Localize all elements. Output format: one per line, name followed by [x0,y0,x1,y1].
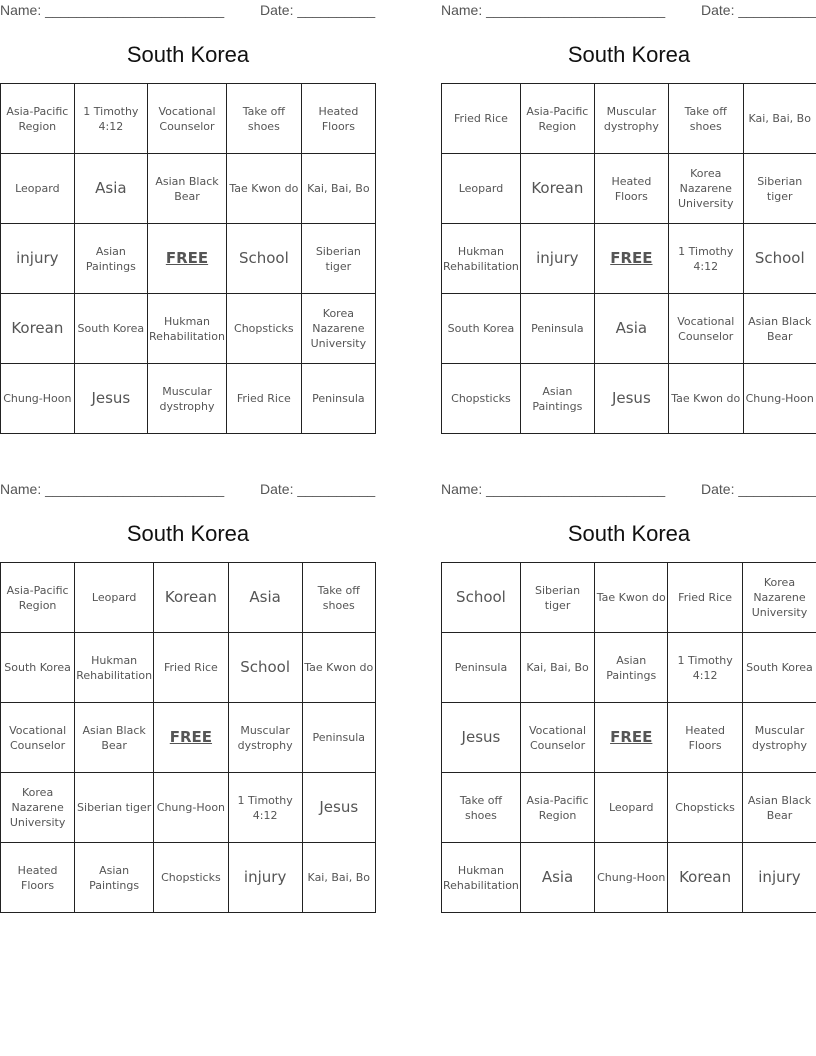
grid-row [442,364,816,434]
grid-row [442,563,816,633]
bingo-cell: Korea Nazarene University [301,294,375,364]
bingo-cell: Muscular dystrophy [228,703,302,773]
bingo-cell: Chopsticks [226,294,301,364]
bingo-cell: South Korea [742,633,816,703]
bingo-cell: Asia [74,154,147,224]
bingo-grid [0,562,376,913]
grid-row [1,84,376,154]
card-header [441,0,816,22]
bingo-cell: Korea Nazarene University [668,154,743,224]
bingo-cell: Asian Black Bear [75,703,154,773]
bingo-cell: injury [228,843,302,913]
bingo-cell: Asia [520,843,594,913]
date-field-label: Date: __________ [260,481,376,497]
bingo-cell: Asian Paintings [75,843,154,913]
bingo-cell: Siberian tiger [743,154,816,224]
free-space: FREE [148,224,227,294]
bingo-cell: Korean [154,563,229,633]
bingo-cell: Chopsticks [668,773,743,843]
bingo-cell: Asian Black Bear [148,154,227,224]
bingo-grid [0,83,376,434]
bingo-cell: Tae Kwon do [595,563,668,633]
bingo-cell: Asia-Pacific Region [520,84,594,154]
bingo-cell: Korean [668,843,743,913]
date-field-label: Date: __________ [260,2,376,18]
bingo-cell: School [228,633,302,703]
bingo-cell: Vocational Counselor [1,703,75,773]
grid-row [1,773,376,843]
bingo-cell: Muscular dystrophy [594,84,668,154]
free-space: FREE [595,703,668,773]
bingo-cell: Asia-Pacific Region [520,773,594,843]
bingo-cell: School [226,224,301,294]
bingo-cell: Jesus [442,703,521,773]
bingo-cell: Jesus [74,364,147,434]
grid-row [442,224,816,294]
bingo-cell: Asian Paintings [520,364,594,434]
bingo-cell: Chung-Hoon [1,364,75,434]
grid-row [442,84,816,154]
bingo-cell: Chopsticks [442,364,521,434]
name-field-label: Name: _______________________ [441,481,666,497]
card-title: South Korea [567,42,691,67]
bingo-cell: Jesus [302,773,375,843]
bingo-cell: Leopard [75,563,154,633]
bingo-cell: Vocational Counselor [148,84,227,154]
bingo-grid [441,83,816,434]
bingo-cell: Kai, Bai, Bo [743,84,816,154]
grid-row [1,224,376,294]
grid-row [1,364,376,434]
bingo-cell: 1 Timothy 4:12 [74,84,147,154]
bingo-cell: Fried Rice [154,633,229,703]
grid-row [442,294,816,364]
bingo-cell: Take off shoes [302,563,375,633]
bingo-cell: Korean [1,294,75,364]
bingo-cell: Muscular dystrophy [148,364,227,434]
bingo-cell: Siberian tiger [301,224,375,294]
card-header [441,479,816,501]
bingo-cell: Take off shoes [226,84,301,154]
bingo-cell: Peninsula [442,633,521,703]
bingo-cell: Asian Paintings [74,224,147,294]
bingo-cell: Muscular dystrophy [742,703,816,773]
bingo-cell: Kai, Bai, Bo [301,154,375,224]
bingo-cell: Peninsula [302,703,375,773]
card-header [0,0,376,22]
free-space: FREE [594,224,668,294]
bingo-cell: Chopsticks [154,843,229,913]
date-field-label: Date: __________ [701,481,816,497]
bingo-cell: Asia [594,294,668,364]
name-field-label: Name: _______________________ [0,481,225,497]
bingo-cell: Korea Nazarene University [742,563,816,633]
bingo-cell: Asian Paintings [595,633,668,703]
bingo-cell: Tae Kwon do [668,364,743,434]
bingo-cell: Leopard [1,154,75,224]
bingo-grid [441,562,816,913]
bingo-card-3 [0,479,376,915]
grid-row [1,294,376,364]
bingo-card-4 [441,479,816,915]
bingo-cell: 1 Timothy 4:12 [668,224,743,294]
bingo-cell: School [743,224,816,294]
bingo-cell: Vocational Counselor [668,294,743,364]
grid-row [442,703,816,773]
bingo-cell: Tae Kwon do [302,633,375,703]
bingo-cell: South Korea [442,294,521,364]
bingo-cell: Heated Floors [594,154,668,224]
bingo-cell: Heated Floors [1,843,75,913]
bingo-cell: Korean [520,154,594,224]
bingo-cell: injury [520,224,594,294]
bingo-cell: School [442,563,521,633]
name-field-label: Name: _______________________ [441,2,666,18]
grid-row [1,843,376,913]
bingo-cell: injury [1,224,75,294]
bingo-cell: Kai, Bai, Bo [520,633,594,703]
bingo-cell: Asian Black Bear [742,773,816,843]
bingo-cell: Asia-Pacific Region [1,563,75,633]
bingo-cell: Chung-Hoon [154,773,229,843]
bingo-cell: Asian Black Bear [743,294,816,364]
grid-row [1,633,376,703]
bingo-cell: Chung-Hoon [595,843,668,913]
bingo-cell: Peninsula [520,294,594,364]
grid-row [442,843,816,913]
bingo-cell: Fried Rice [442,84,521,154]
bingo-cell: Leopard [595,773,668,843]
bingo-cell: Heated Floors [668,703,743,773]
bingo-cell: Vocational Counselor [520,703,594,773]
bingo-cell: Siberian tiger [520,563,594,633]
grid-row [1,154,376,224]
bingo-cell: Asia-Pacific Region [1,84,75,154]
bingo-cell: Hukman Rehabilitation [442,224,521,294]
bingo-cell: 1 Timothy 4:12 [228,773,302,843]
grid-row [1,563,376,633]
card-header [0,479,376,501]
bingo-cell: Kai, Bai, Bo [302,843,375,913]
card-title: South Korea [126,521,250,546]
bingo-cell: Fried Rice [668,563,743,633]
bingo-cell: Hukman Rehabilitation [442,843,521,913]
card-title: South Korea [567,521,691,546]
bingo-cell: Chung-Hoon [743,364,816,434]
bingo-cell: Take off shoes [442,773,521,843]
grid-row [442,154,816,224]
name-field-label: Name: _______________________ [0,2,225,18]
bingo-cell: Fried Rice [226,364,301,434]
bingo-cell: Asia [228,563,302,633]
date-field-label: Date: __________ [701,2,816,18]
bingo-card-2 [441,0,816,436]
bingo-cell: Take off shoes [668,84,743,154]
card-title: South Korea [126,42,250,67]
grid-row [1,703,376,773]
grid-row [442,773,816,843]
bingo-cell: Heated Floors [301,84,375,154]
bingo-cell: Peninsula [301,364,375,434]
bingo-cell: injury [742,843,816,913]
bingo-cell: Leopard [442,154,521,224]
bingo-cell: South Korea [74,294,147,364]
bingo-cell: Korea Nazarene University [1,773,75,843]
bingo-cell: Siberian tiger [75,773,154,843]
bingo-cell: South Korea [1,633,75,703]
bingo-cell: Tae Kwon do [226,154,301,224]
bingo-cell: Jesus [594,364,668,434]
bingo-card-1 [0,0,376,436]
bingo-cell: Hukman Rehabilitation [75,633,154,703]
free-space: FREE [154,703,229,773]
bingo-cell: Hukman Rehabilitation [148,294,227,364]
grid-row [442,633,816,703]
bingo-cell: 1 Timothy 4:12 [668,633,743,703]
